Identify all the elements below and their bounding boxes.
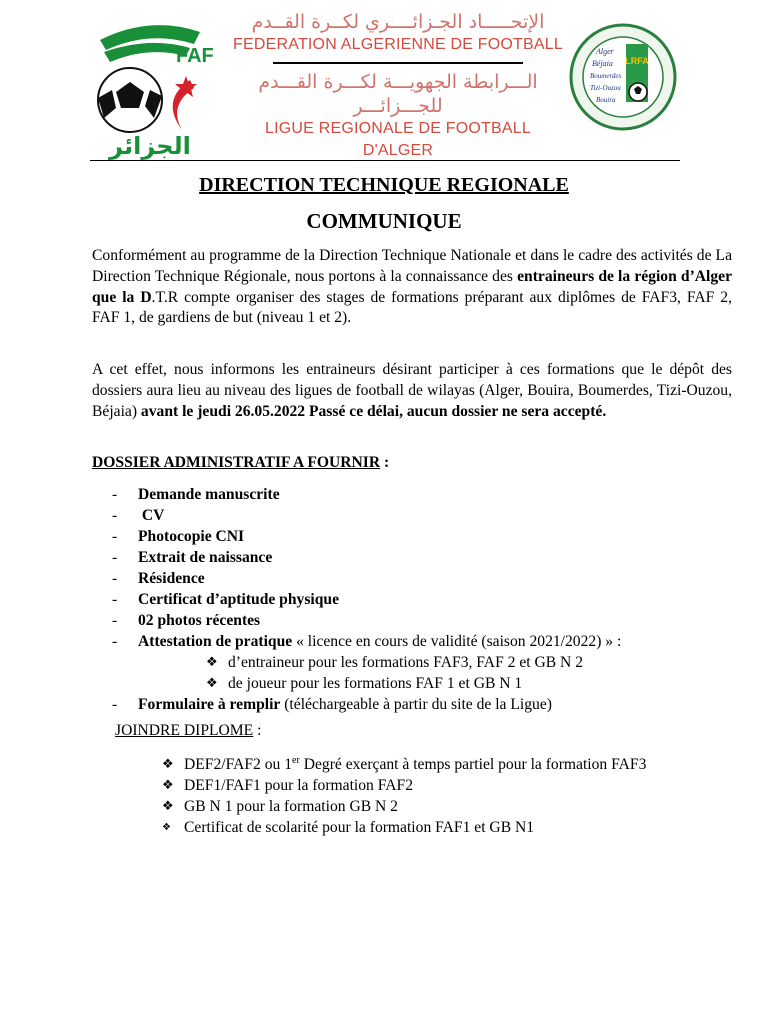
list-item: [162, 796, 646, 817]
diamond-bullet-icon: ❖: [162, 822, 171, 833]
federation-name: FEDERATION ALGERIENNE DE FOOTBALL: [233, 36, 563, 53]
sub-item-text: de joueur pour les formations FAF 1 et GB N 1: [228, 675, 523, 692]
dash: -: [112, 507, 118, 524]
document-subtitle: COMMUNIQUE: [306, 209, 462, 233]
item-label: 02 photos récentes: [138, 612, 261, 629]
para1-part-c: .T.R compte organiser des stages de formations préparant aux diplômes de FAF3, FAF 2, FAF 1, de gardiens de but (niveau 1 et 2).: [92, 288, 732, 327]
arabic-federation-name: الإتحـــــاد الجـزائــــري لكــرة القــدم: [251, 11, 545, 33]
diamond-bullet-icon: ❖: [162, 757, 174, 772]
svg-text:Boumerdes: Boumerdes: [590, 72, 622, 80]
list-item: [162, 754, 646, 775]
diamond-bullet-icon: ❖: [162, 778, 174, 793]
list-item: [112, 568, 621, 589]
svg-text:FAF: FAF: [176, 45, 214, 67]
svg-text:Alger: Alger: [596, 47, 614, 56]
svg-text:الجزائر: الجزائر: [109, 132, 191, 160]
list-item: [112, 547, 621, 568]
dash: -: [112, 570, 118, 587]
dash: -: [112, 591, 118, 608]
item-label: Certificat d’aptitude physique: [138, 591, 339, 608]
header-rule: [90, 160, 680, 161]
diamond-bullet-icon: ❖: [162, 799, 174, 814]
list-item: [112, 484, 621, 505]
sub-list-item: [112, 652, 621, 673]
item-label: Résidence: [138, 570, 205, 587]
para2-part-a: A cet effet, nous informons les entraineurs désirant participer à ces formations que le dépôt des dossiers aura lieu au niveau des ligues de football de wilayas (Alger, Bouira, Boumerdes, Tizi-Ouzou, Béjaia): [92, 361, 732, 420]
para1-part-a: Conformément au programme de la Direction Technique Nationale et dans le cadre des activités de La Direction Technique Régionale, nous portons à la connaissance des: [92, 247, 732, 285]
item-label: Demande manuscrite: [138, 486, 280, 503]
joindre-heading: [115, 722, 261, 740]
diploma-text: GB N 1 pour la formation GB N 2: [184, 798, 398, 815]
diamond-bullet-icon: ❖: [206, 676, 218, 691]
list-item: [112, 631, 621, 652]
list-item: [112, 610, 621, 631]
arabic-league-name: الـــرابطة الجهويـــة لكـــرة القـــدم للجـــزائـــر: [258, 71, 538, 117]
faf-logo: [90, 10, 230, 160]
svg-text:Bouira: Bouira: [596, 96, 616, 104]
item-label: Photocopie CNI: [138, 528, 245, 545]
list-item: [162, 775, 646, 796]
diploma-list: [162, 754, 646, 838]
league-name: LIGUE REGIONALE DE FOOTBALL D'ALGER: [265, 120, 531, 159]
joindre-heading-colon: :: [253, 722, 262, 739]
dash: -: [112, 486, 118, 503]
sub-item-text: d’entraineur pour les formations FAF3, FAF 2 et GB N 2: [228, 654, 584, 671]
superscript: er: [292, 754, 300, 766]
list-item: [112, 589, 621, 610]
para1-bold: entraineurs de la région d’Alger que la D: [92, 267, 732, 306]
diploma-text: Degré exerçant à temps partiel pour la formation FAF3: [299, 756, 647, 773]
header-divider: [273, 62, 523, 64]
dash: -: [112, 633, 118, 650]
dossier-heading: [92, 454, 389, 472]
svg-text:LRFA: LRFA: [625, 56, 649, 66]
item-detail: (téléchargeable à partir du site de la Ligue): [280, 696, 552, 713]
lrfa-logo: [568, 22, 678, 132]
list-item: [112, 694, 621, 715]
dossier-list: [112, 484, 621, 715]
list-item: [162, 817, 646, 838]
diploma-text: Certificat de scolarité pour la formation FAF1 et GB N1: [184, 819, 535, 836]
dossier-heading-text: DOSSIER ADMINISTRATIF A FOURNIR: [92, 454, 381, 471]
dash: -: [112, 696, 118, 713]
paragraph-deadline: [92, 360, 732, 422]
header-text: [228, 10, 568, 162]
item-label: Attestation de pratique: [138, 633, 293, 650]
joindre-heading-text: JOINDRE DIPLOME: [115, 722, 254, 739]
diamond-bullet-icon: ❖: [206, 655, 218, 670]
document-title: DIRECTION TECHNIQUE REGIONALE: [199, 174, 569, 196]
item-label: Formulaire à remplir: [138, 696, 281, 713]
diploma-text: DEF1/FAF1 pour la formation FAF2: [184, 777, 414, 794]
item-label: Extrait de naissance: [138, 549, 273, 566]
diploma-text: DEF2/FAF2 ou 1: [184, 756, 293, 773]
deadline-text: avant le jeudi 26.05.2022 Passé ce délai, aucun dossier ne sera accepté.: [140, 402, 607, 420]
list-item: [112, 526, 621, 547]
letterhead: [90, 10, 680, 162]
dossier-heading-colon: :: [380, 454, 390, 471]
paragraph-intro: [92, 246, 732, 329]
item-detail: « licence en cours de validité (saison 2021/2022) » :: [292, 633, 622, 650]
list-item: [112, 505, 621, 526]
svg-text:Béjaia: Béjaia: [592, 59, 613, 68]
dash: -: [112, 612, 118, 629]
item-label: CV: [138, 507, 165, 524]
sub-list-item: [112, 673, 621, 694]
svg-text:Tizi-Ouzou: Tizi-Ouzou: [590, 84, 621, 92]
dash: -: [112, 528, 118, 545]
dash: -: [112, 549, 118, 566]
